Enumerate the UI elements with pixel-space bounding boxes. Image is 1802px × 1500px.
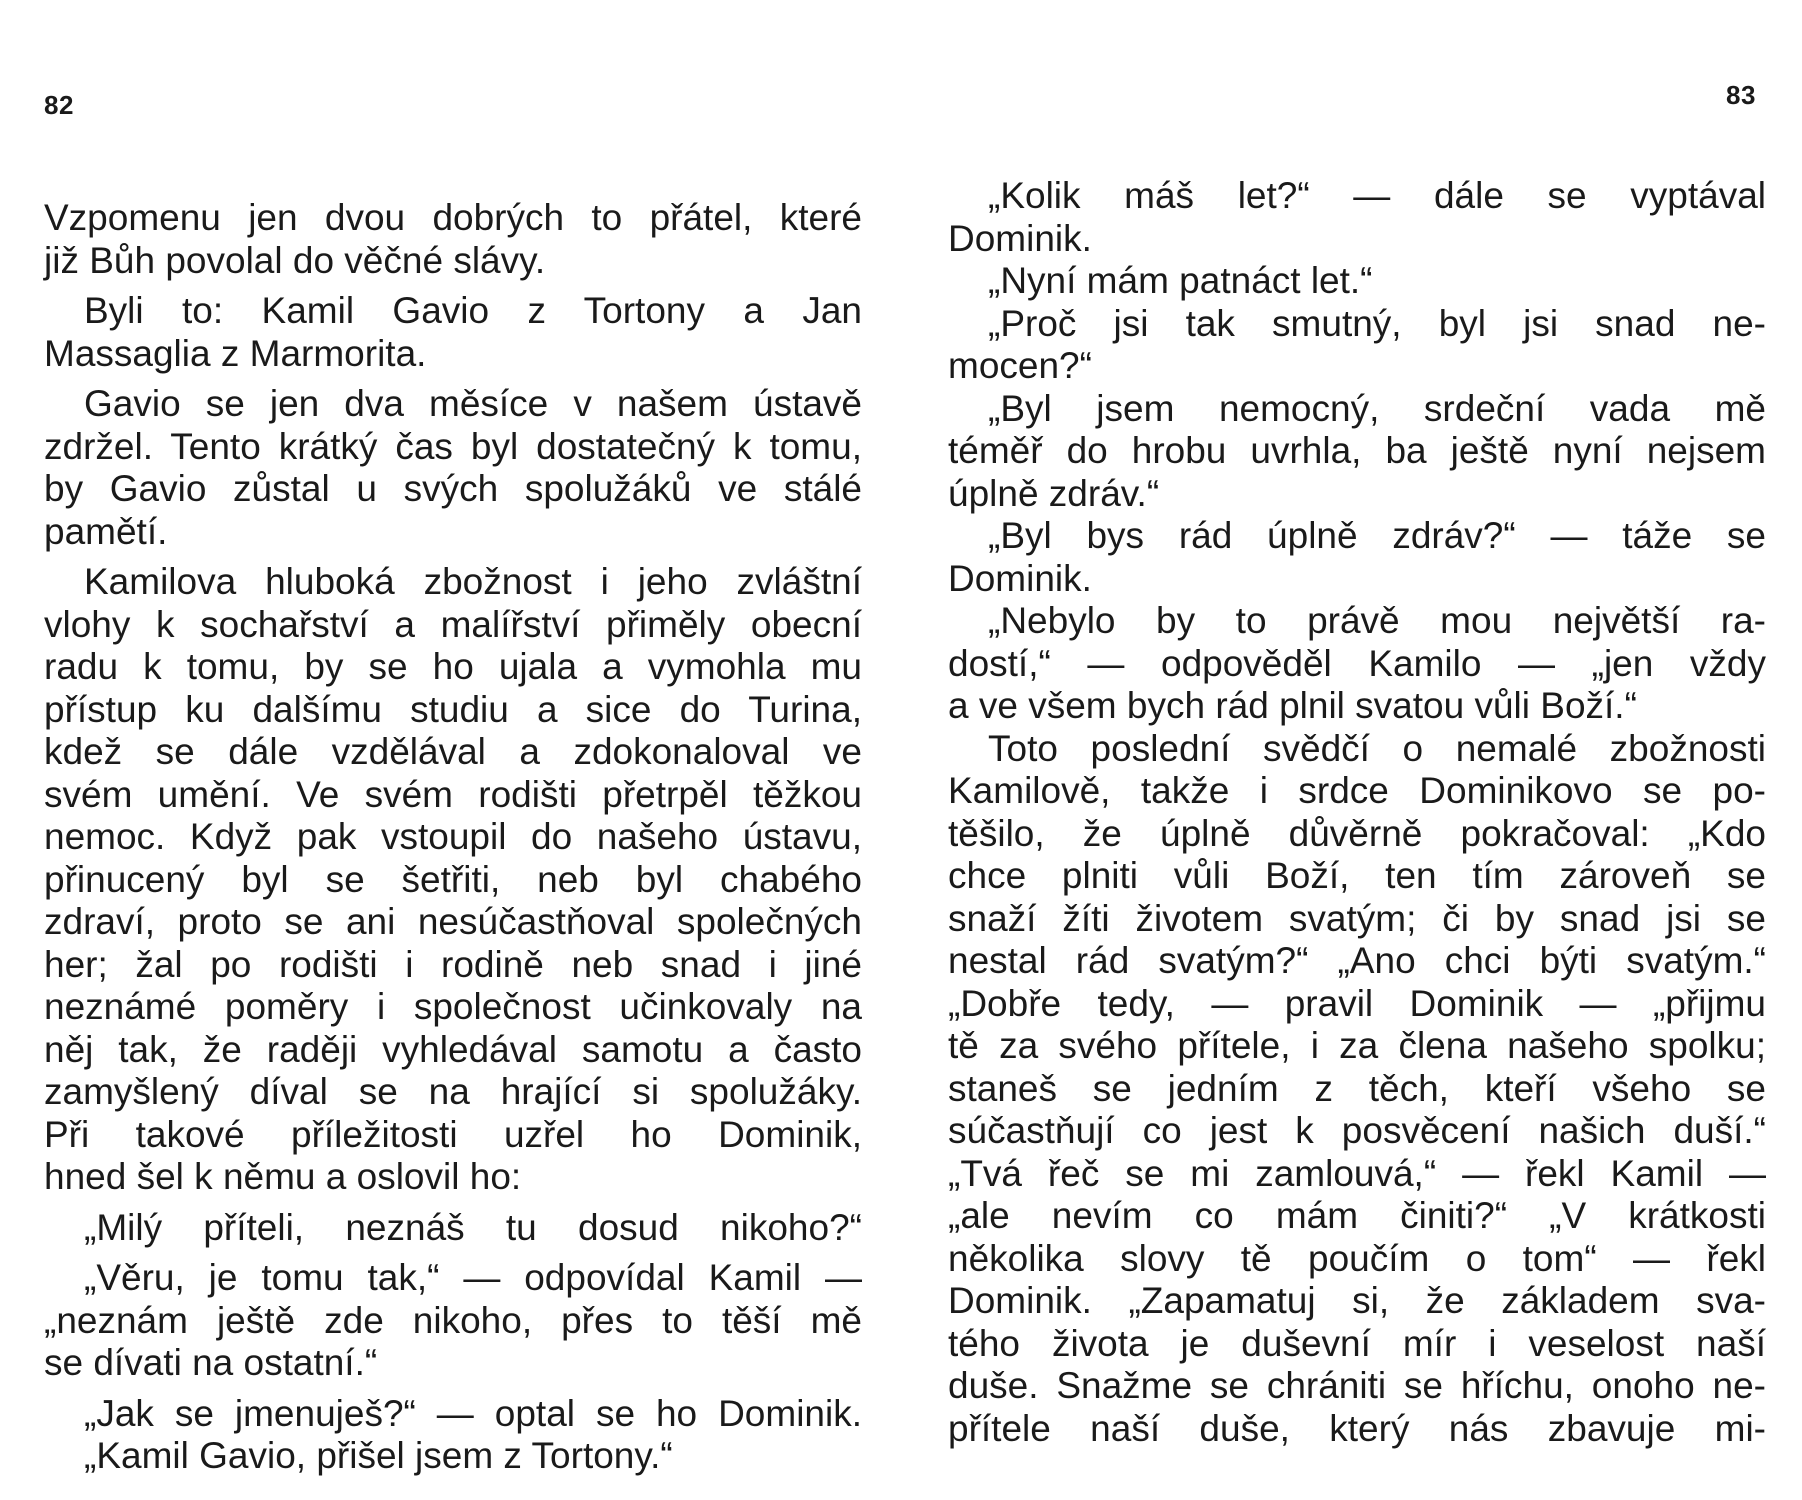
text-line: přítele naší duše, který nás zbavuje mi- — [948, 1407, 1766, 1449]
text-line: a ve všem bych rád plnil svatou vůli Boží.“ — [948, 685, 1637, 726]
text-line: Dominik. „Zapamatuj si, že základem sva- — [948, 1280, 1766, 1321]
text-line: zdržel. Tento krátký čas byl dostatečný k tomu, — [44, 425, 862, 467]
text-line: vlohy k sochařství a malířství přiměly obecní — [44, 603, 862, 645]
text-line: „Milý příteli, neznáš tu dosud nikoho?“ — [84, 1206, 862, 1248]
text-line: pamětí. — [44, 510, 168, 552]
text-line: svém umění. Ve svém rodišti přetrpěl těžkou — [44, 773, 862, 815]
text-line: by Gavio zůstal u svých spolužáků ve stálé — [44, 468, 862, 509]
text-line: hned šel k němu a oslovil ho: — [44, 1156, 522, 1197]
text-line: her; žal po rodišti i rodině neb snad i jiné — [44, 943, 862, 985]
text-line: přístup ku dalšímu studiu a sice do Turina, — [44, 688, 862, 730]
text-line: „neznám ještě zde nikoho, přes to těší mě — [44, 1299, 862, 1341]
text-line: duše. Snažme se chrániti se hříchu, onoho ne- — [948, 1365, 1766, 1406]
text-line: zamyšlený díval se na hrající si spolužáky. — [44, 1071, 862, 1112]
text-line: „Byl bys rád úplně zdráv?“ — táže se — [988, 515, 1766, 556]
text-line: tého života je duševní mír i veselost naší — [948, 1322, 1766, 1364]
text-line: kdež se dále vzdělával a zdokonaloval ve — [44, 731, 862, 772]
text-line: nemoc. Když pak vstoupil do našeho ústavu, — [44, 816, 862, 857]
text-line: Toto poslední svědčí o nemalé zbožnosti — [988, 727, 1766, 769]
text-line: Při takové příležitosti uzřel ho Dominik, — [44, 1113, 862, 1155]
text-line: nestal rád svatým?“ „Ano chci býti svatým.“ — [948, 940, 1766, 981]
text-line: „Tvá řeč se mi zamlouvá,“ — řekl Kamil — — [948, 1152, 1766, 1194]
text-line: několika slovy tě poučím o tom“ — řekl — [948, 1237, 1766, 1279]
text-line: neznámé poměry i společnost učinkovaly na — [44, 986, 862, 1027]
text-line: staneš se jedním z těch, kteří všeho se — [948, 1067, 1766, 1109]
text-line: „Nebylo by to právě mou největší ra- — [988, 600, 1766, 641]
text-line: zdraví, proto se ani nesúčastňoval společných — [44, 901, 862, 942]
text-line: „Byl jsem nemocný, srdeční vada mě — [988, 387, 1766, 429]
text-line: chce plniti vůli Boží, ten tím zároveň se — [948, 855, 1766, 896]
text-line: něj tak, že raději vyhledával samotu a často — [44, 1028, 862, 1070]
page-number-left: 82 — [44, 90, 74, 120]
text-line: již Bůh povolal do věčné slávy. — [44, 239, 546, 281]
text-line: „Proč jsi tak smutný, byl jsi snad ne- — [988, 302, 1766, 344]
text-line: tě za svého přítele, i za člena našeho spolku; — [948, 1025, 1766, 1066]
text-line: snaží žíti životem svatým; či by snad jsi se — [948, 897, 1766, 939]
text-line: „ale nevím co mám činiti?“ „V krátkosti — [948, 1195, 1766, 1236]
text-line: mocen?“ — [948, 345, 1092, 386]
text-line: „Kolik máš let?“ — dále se vyptával — [988, 175, 1766, 216]
text-line: „Nyní mám patnáct let.“ — [988, 260, 1373, 301]
text-line: Kamilova hluboká zbožnost i jeho zvláštní — [84, 561, 862, 602]
text-line: súčastňují co jest k posvěcení našich duší.“ — [948, 1110, 1766, 1151]
text-line: „Dobře tedy, — pravil Dominik — „přijmu — [948, 982, 1766, 1024]
text-line: „Kamil Gavio, přišel jsem z Tortony.“ — [84, 1435, 673, 1476]
text-line: Byli to: Kamil Gavio z Tortony a Jan — [84, 290, 862, 331]
text-line: úplně zdráv.“ — [948, 472, 1160, 514]
text-line: těšilo, že úplně důvěrně pokračoval: „Kdo — [948, 812, 1766, 854]
text-line: „Jak se jmenuješ?“ — optal se ho Dominik. — [84, 1392, 862, 1434]
text-line: Massaglia z Marmorita. — [44, 332, 427, 374]
text-line: „Věru, je tomu tak,“ — odpovídal Kamil — — [84, 1257, 862, 1298]
text-line: dostí,“ — odpověděl Kamilo — „jen vždy — [948, 642, 1766, 684]
text-line: Vzpomenu jen dvou dobrých to přátel, které — [44, 197, 862, 238]
text-line: Kamilově, takže i srdce Dominikovo se po- — [948, 770, 1766, 811]
left-page-text — [44, 197, 862, 1478]
page-number-right: 83 — [1726, 80, 1756, 110]
right-page-text — [948, 175, 1766, 1450]
text-line: radu k tomu, by se ho ujala a vymohla mu — [44, 646, 862, 687]
text-line: Dominik. — [948, 217, 1092, 259]
text-line: Dominik. — [948, 557, 1092, 599]
text-line: přinucený byl se šetřiti, neb byl chabého — [44, 858, 862, 900]
text-line: se dívati na ostatní.“ — [44, 1342, 378, 1383]
text-line: téměř do hrobu uvrhla, ba ještě nyní nejsem — [948, 430, 1766, 471]
text-line: Gavio se jen dva měsíce v našem ústavě — [84, 383, 862, 424]
